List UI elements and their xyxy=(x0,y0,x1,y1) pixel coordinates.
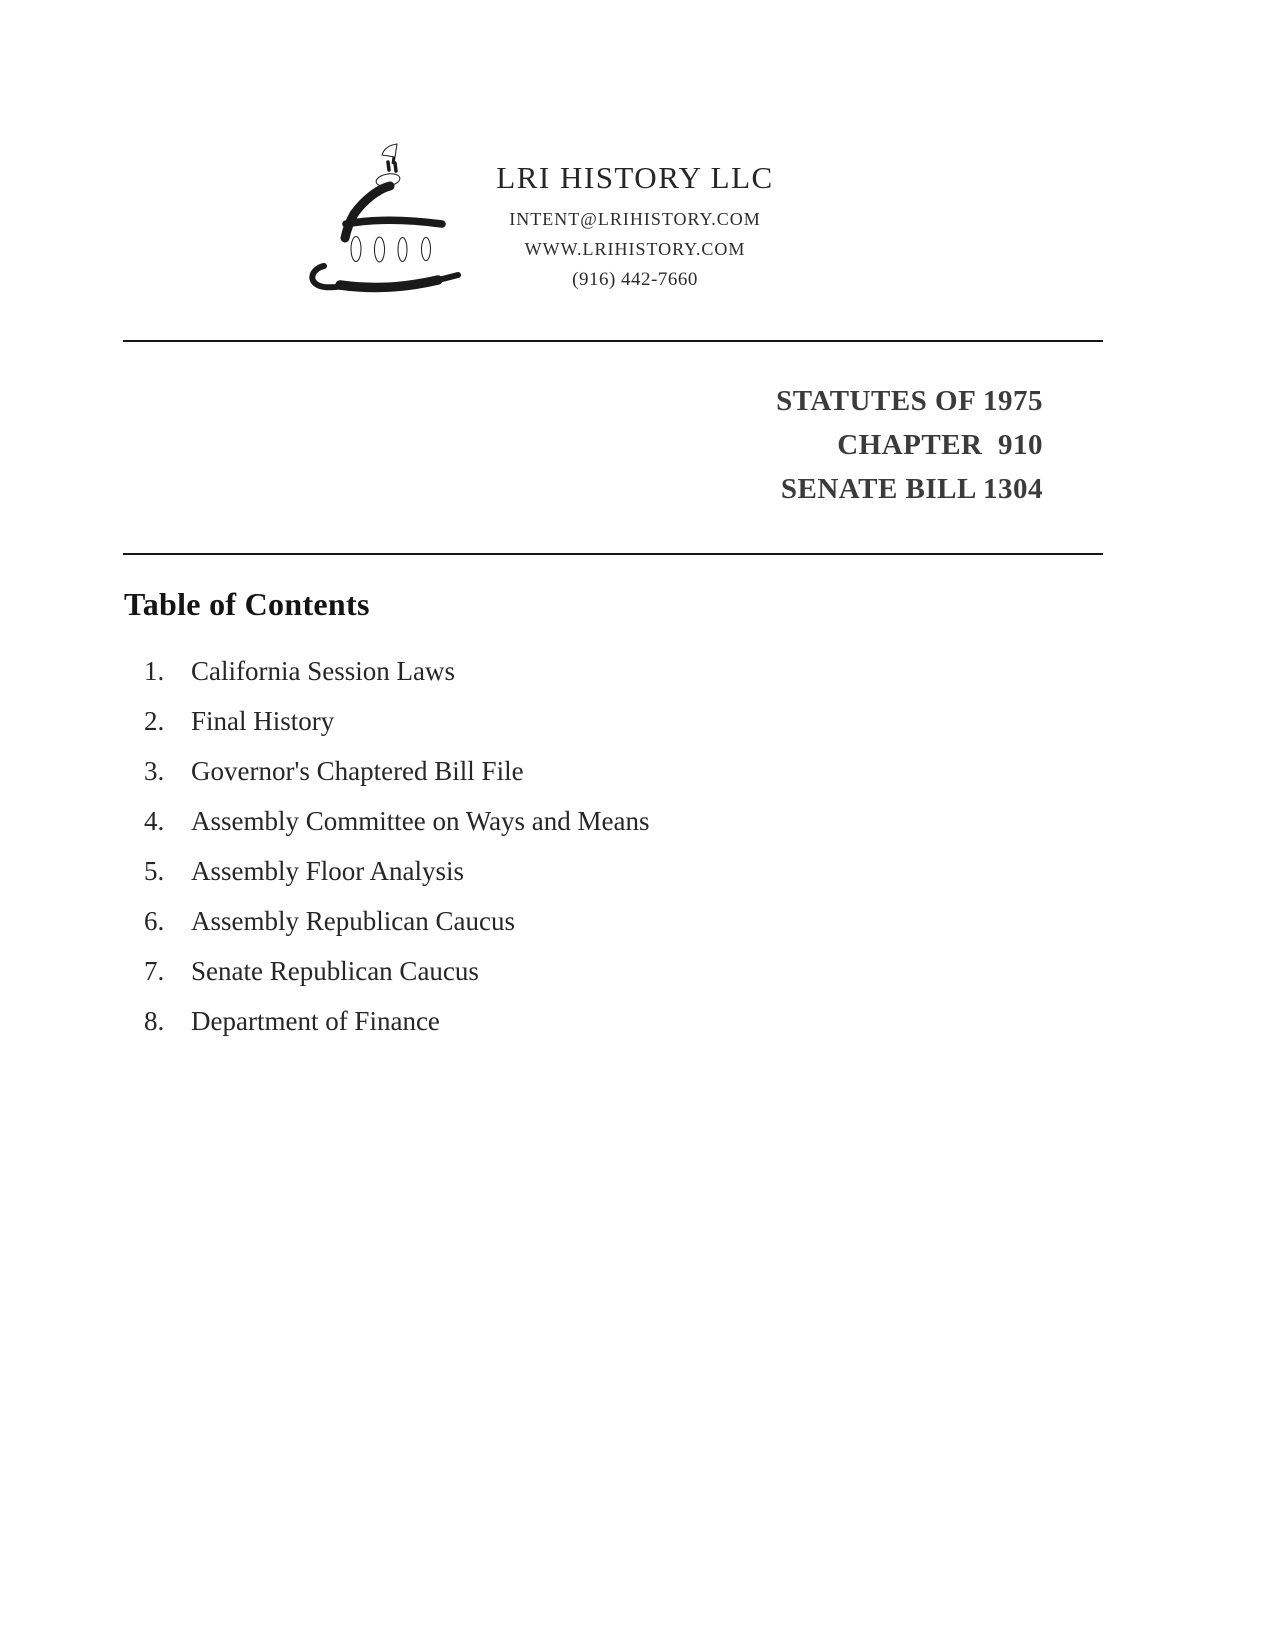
company-website: WWW.LRIHISTORY.COM xyxy=(524,239,746,259)
toc-item-number: 2. xyxy=(144,706,165,736)
toc-item-label: Assembly Committee on Ways and Means xyxy=(191,806,650,836)
toc-item-label: California Session Laws xyxy=(191,656,455,686)
toc-item-number: 8. xyxy=(144,1006,165,1036)
toc-list xyxy=(0,656,650,1056)
toc-item xyxy=(0,956,650,986)
toc-item-number: 4. xyxy=(144,806,165,836)
company-name: LRI HISTORY LLC xyxy=(496,160,774,195)
toc-item-label: Governor's Chaptered Bill File xyxy=(191,756,524,786)
company-email: INTENT@LRIHISTORY.COM xyxy=(509,209,761,229)
toc-title: Table of Contents xyxy=(124,586,370,622)
logo-flag xyxy=(382,144,397,157)
horizontal-rule-bottom xyxy=(123,553,1103,555)
company-phone: (916) 442-7660 xyxy=(572,269,698,290)
toc-item xyxy=(0,806,650,836)
toc-item xyxy=(0,756,650,786)
document-reference-block xyxy=(776,379,1043,511)
toc-item xyxy=(0,906,650,936)
toc-item-number: 7. xyxy=(144,956,165,986)
horizontal-rule-top xyxy=(123,340,1103,342)
toc-item-number: 1. xyxy=(144,656,165,686)
toc-item-number: 6. xyxy=(144,906,165,936)
toc-item-label: Senate Republican Caucus xyxy=(191,956,479,986)
toc-item-label: Department of Finance xyxy=(191,1006,440,1036)
toc-item-number: 3. xyxy=(144,756,165,786)
toc-item-number: 5. xyxy=(144,856,165,886)
toc-item xyxy=(0,656,650,686)
toc-item-label: Assembly Floor Analysis xyxy=(191,856,465,886)
statutes-line: STATUTES OF 1975 xyxy=(776,385,1043,417)
toc-item xyxy=(0,1006,650,1036)
letterhead xyxy=(435,160,835,291)
senate-bill-line: SENATE BILL 1304 xyxy=(780,473,1043,505)
toc-item-label: Assembly Republican Caucus xyxy=(191,906,515,936)
toc-item xyxy=(0,856,650,886)
chapter-line: CHAPTER 910 xyxy=(837,429,1043,461)
toc-item xyxy=(0,706,650,736)
toc-item-label: Final History xyxy=(191,706,335,736)
